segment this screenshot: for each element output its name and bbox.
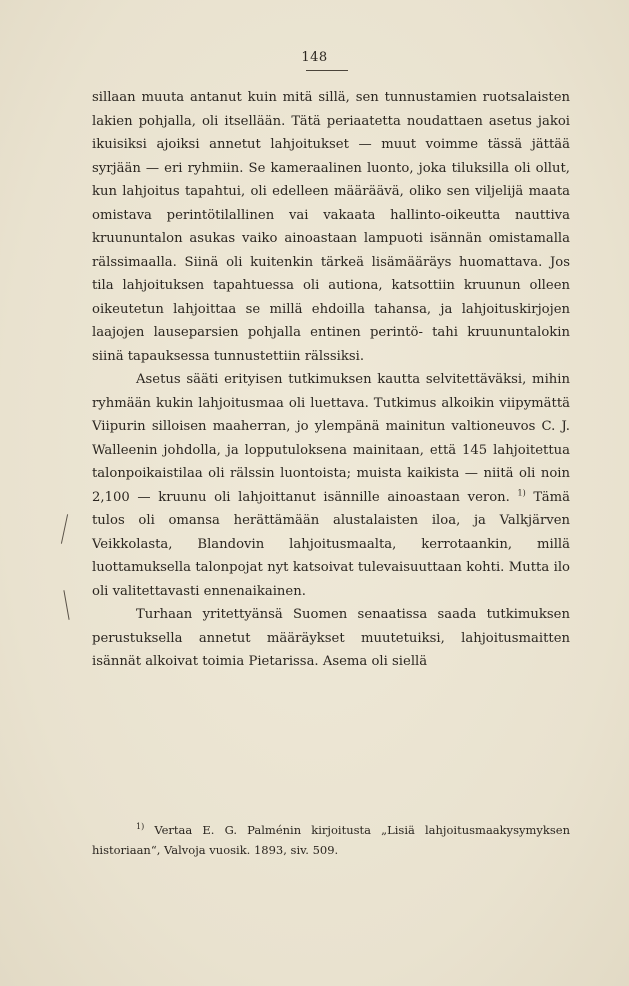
body-text [92,86,570,674]
paragraph-2-text-before-note: Asetus sääti erityisen tutkimuksen kautta selvitettäväksi, mihin ryhmään kukin lahjoitusmaa oli luettava. Tutkimus alkoikin viipymättä Viipurin silloisen maaherran, jo ylempänä mainitun valtioneuvos C. J. Walleenin johdolla, ja lopputuloksena mainitaan, että 145 lahjoitettua talonpoikaistilaa oli rälssin luontoista; muista kaikista — niitä oli noin 2,100 — kruunu oli lahjoittanut isännille ainoastaan veron. [92,372,570,505]
paragraph-2-text-after-note: Tämä tulos oli omansa herättämään alustalaisten iloa, ja Valkjärven Veikkolasta, Blandovin lahjoitusmaalta, kerrotaankin, millä luottamuksella talonpojat nyt katsoivat tulevaisuuttaan kohti. Mutta ilo oli valitettavasti ennenaikainen. [92,489,570,599]
footnote-marker: 1) [136,822,145,832]
margin-pencil-mark-2 [63,590,69,620]
page-number-rule [306,70,348,71]
footnote [92,820,570,860]
footnote-reference: 1) [517,488,526,498]
paragraph-3: Turhaan yritettyänsä Suomen senaatissa saada tutkimuksen perustuksella annetut määräykset muutetuiksi, lahjoitusmaitten isännät alkoivat toimia Pietarissa. Asema oli siellä [92,607,570,669]
paragraph-2 [92,368,570,603]
footnote-text: Vertaa E. G. Palménin kirjoitusta „Lisiä lahjoitusmaakysymyksen historiaan“, Valvoja vuosik. 1893, siv. 509. [92,823,570,857]
page-number: 148 [301,50,328,65]
paragraph-1: sillaan muuta antanut kuin mitä sillä, sen tunnustamien ruotsalaisten lakien pohjalla, oli itsellään. Tätä periaatetta noudattaen asetus jakoi ikuisiksi ajoiksi annetut lahjoitukset — muut voimme tässä jättää syrjään — eri ryhmiin. Se kameraalinen luonto, joka tiluksilla oli ollut, kun lahjoitus tapahtui, oli edelleen määräävä, oliko sen viljelijä maata omistava perintötilallinen vai vakaata hallinto-oikeutta nauttiva kruununtalon asukas vaiko ainoastaan lampuoti isännän omistamalla rälssimaalla. Siinä oli kuitenkin tärkeä lisämääräys huomattava. Jos tila lahjoituksen tapahtuessa oli autiona, katsottiin kruunun olleen oikeutetun lahjoittaa se millä ehdoilla tahansa, ja lahjoituskirjojen laajojen lauseparsien pohjalla entinen perintö- tahi kruununtalokin siinä tapauksessa tunnustettiin rälssiksi. [92,90,570,364]
margin-pencil-mark-1 [61,514,68,544]
